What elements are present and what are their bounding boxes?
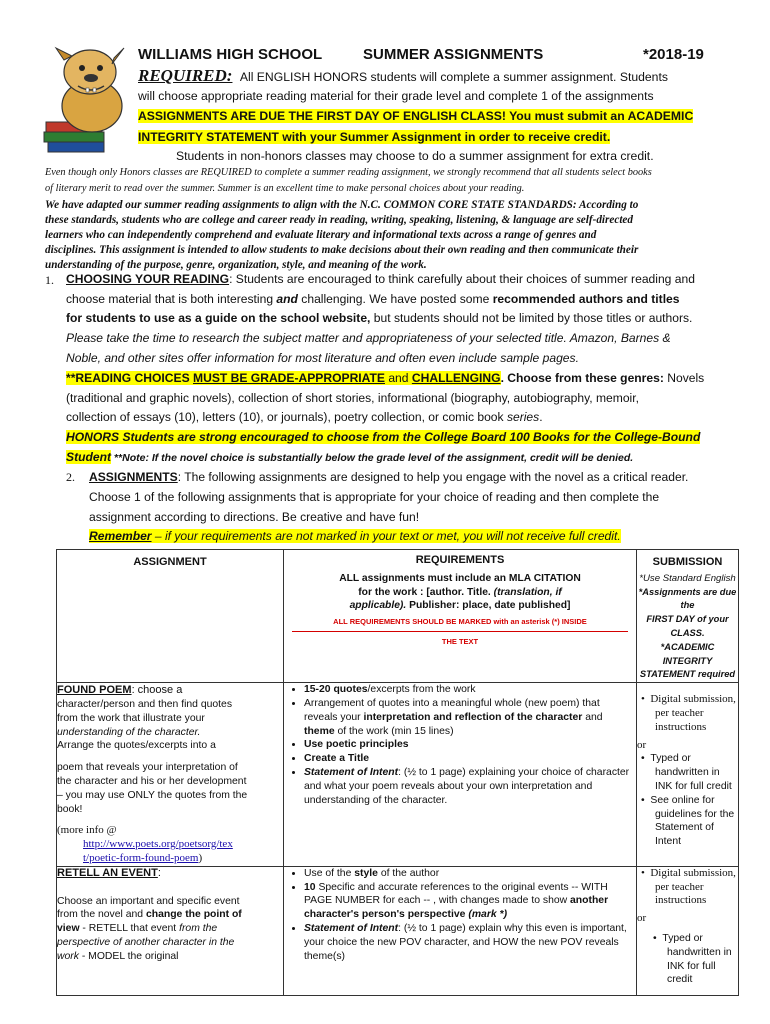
assignment-header: ASSIGNMENT (133, 556, 207, 568)
section1-line-4: Please take the time to research the subject matter and appropriateness of your selected title. Amazon, Barnes & (66, 331, 671, 345)
assignments-table (56, 549, 739, 996)
found-poem-link-cont[interactable]: t/poetic-form-found-poem (83, 851, 199, 864)
required-label: REQUIRED: (138, 66, 233, 85)
red-note-2: THE TEXT (441, 636, 479, 646)
header-year: *2018-19 (643, 46, 704, 63)
retell-event-submission: • Digital submission, per teacher instructions or • Typed or handwritten in INK for full credit (637, 866, 739, 995)
note-line-2: of literary merit to read over the summer. Summer is an excellent time to make personal choices about your reading. (45, 183, 525, 194)
bulldog-mascot-icon (42, 44, 134, 154)
found-poem-submission: • Digital submission, per teacher instructions or • Typed or handwritten in INK for full credit • See online for guidelines for the Statement of Intent (637, 683, 739, 867)
section1-line-2: choose material that is both interesting and challenging. We have posted some recommended authors and titles (66, 292, 680, 306)
note-line-1: Even though only Honors classes are REQUIRED to complete a summer reading assignment, we strongly recommend that all students select books (45, 167, 652, 178)
submission-header: SUBMISSION (652, 556, 723, 568)
intro-line-5: Students in non-honors classes may choose to do a summer assignment for extra credit. (176, 149, 654, 163)
section1-line-9: HONORS Students are strong encouraged to choose from the College Board 100 Books for the College-Bound (66, 430, 701, 444)
mla-line-1: ALL assignments must include an MLA CITATION (339, 572, 581, 584)
section1-line-6: **READING CHOICES MUST BE GRADE-APPROPRIATE and CHALLENGING. Choose from these genres: Novels (66, 371, 705, 385)
assignment-header-cell (57, 550, 284, 683)
section1-line-10: Student **Note: If the novel choice is substantially below the grade level of the assignment, credit will be denied. (66, 450, 634, 464)
section1-number: 1. (45, 273, 54, 287)
section1-line-5: Noble, and other sites offer information for most literature and often even include sample pages. (66, 351, 579, 365)
found-poem-link[interactable]: http://www.poets.org/poetsorg/tex (83, 838, 233, 851)
section2-number: 2. (66, 470, 75, 484)
table-row-retell-event (57, 866, 739, 995)
intro-line-2: will choose appropriate reading material for their grade level and complete 1 of the assignments (138, 89, 654, 103)
section1-line-8: collection of essays (10), letters (10), or journals), poetry collection, or comic book series. (66, 410, 543, 424)
section2-line-4: Remember – if your requirements are not marked in your text or met, you will not receive full credit. (89, 529, 621, 543)
found-poem-assignment: FOUND POEM: choose a character/person and then find quotes from the work that illustrate your understanding of the character. Arrange the quotes/excerpts into a poem that reveals your interpretation of the character and his or her development – you may use ONLY the quotes from the book! (more info @ http://www.poets.org/poetsorg/tex t/poetic-form-found-poem) (57, 683, 284, 867)
standards-line-5: understanding of the purpose, genre, organization, style, and meaning of the work. (45, 259, 427, 271)
section1-line-7: (traditional and graphic novels), collection of short stories, informational (biography, autobiography, memoir, (66, 391, 639, 405)
school-name: WILLIAMS HIGH SCHOOL (138, 46, 323, 63)
mla-line-2: for the work : [author. Title. (translation, if (358, 586, 562, 598)
intro-line-1: REQUIRED: All ENGLISH HONORS students will complete a summer assignment. Students (138, 66, 668, 85)
standards-line-1: We have adapted our summer reading assignments to align with the N.C. COMMON CORE STATE STANDARDS: According to (45, 199, 639, 211)
requirements-header: REQUIREMENTS (415, 554, 505, 566)
submission-header-cell: SUBMISSION *Use Standard English *Assignments are due the FIRST DAY of your CLASS. *ACADEMIC INTEGRITY STATEMENT required (637, 550, 739, 683)
retell-event-requirements: • Use of the style of the author • 10 Specific and accurate references to the original events -- WITH PAGE NUMBER for each -- , with changes made to show another character's person's perspective (mark *) • Statement of Intent: (½ to 1 page) explain why this even is important, your choice the new POV character, and HOW the new POV reveals theme(s) (284, 866, 637, 995)
section1-line-1: CHOOSING YOUR READING: Students are encouraged to think carefully about their choices of summer reading and (66, 272, 695, 286)
standards-line-2: these standards, students who are college and career ready in reading, writing, speaking, listening, & language are self-directed (45, 214, 633, 226)
retell-event-assignment: RETELL AN EVENT: Choose an important and specific event from the novel and change the point of view - RETELL that event from the perspective of another character in the work - MODEL the original (57, 866, 284, 995)
intro-line-3: ASSIGNMENTS ARE DUE THE FIRST DAY OF ENGLISH CLASS! You must submit an ACADEMIC (138, 109, 694, 123)
section2-line-1: ASSIGNMENTS: The following assignments are designed to help you engage with the novel as a critical reader. (89, 470, 689, 484)
standards-line-3: learners who can independently comprehend and evaluate literary and informational texts across a range of genres and (45, 229, 597, 241)
found-poem-requirements: • 15-20 quotes/excerpts from the work • Arrangement of quotes into a meaningful whole (new poem) that reveals your interpretation and reflection of the character and theme of the work (min 15 lines) • Use poetic principles • Create a Title • Statement of Intent: (½ to 1 page) explaining your choice of character and what your poem reveals about your own interpretation and understanding of the character. (284, 683, 637, 867)
section2-line-3: assignment according to directions. Be creative and have fun! (89, 510, 420, 524)
table-row-found-poem (57, 683, 739, 867)
red-note-1: ALL REQUIREMENTS SHOULD BE MARKED with an asterisk (*) INSIDE (333, 617, 587, 627)
section2-line-2: Choose 1 of the following assignments that is appropriate for your choice of reading and then complete the (89, 490, 660, 504)
intro-line-4: INTEGRITY STATEMENT with your Summer Assignment in order to receive credit. (138, 130, 611, 144)
requirements-header-cell (284, 550, 637, 683)
section1-line-3: for students to use as a guide on the school website, but students should not be limited by those titles or authors. (66, 311, 693, 325)
table-header-row (57, 550, 739, 683)
mla-line-3: applicable). Publisher: place, date published] (349, 600, 571, 612)
standards-line-4: disciplines. This assignment is intended to allow students to make decisions about their own reading and then communicate their (45, 244, 639, 256)
header-title: SUMMER ASSIGNMENTS (363, 46, 544, 63)
